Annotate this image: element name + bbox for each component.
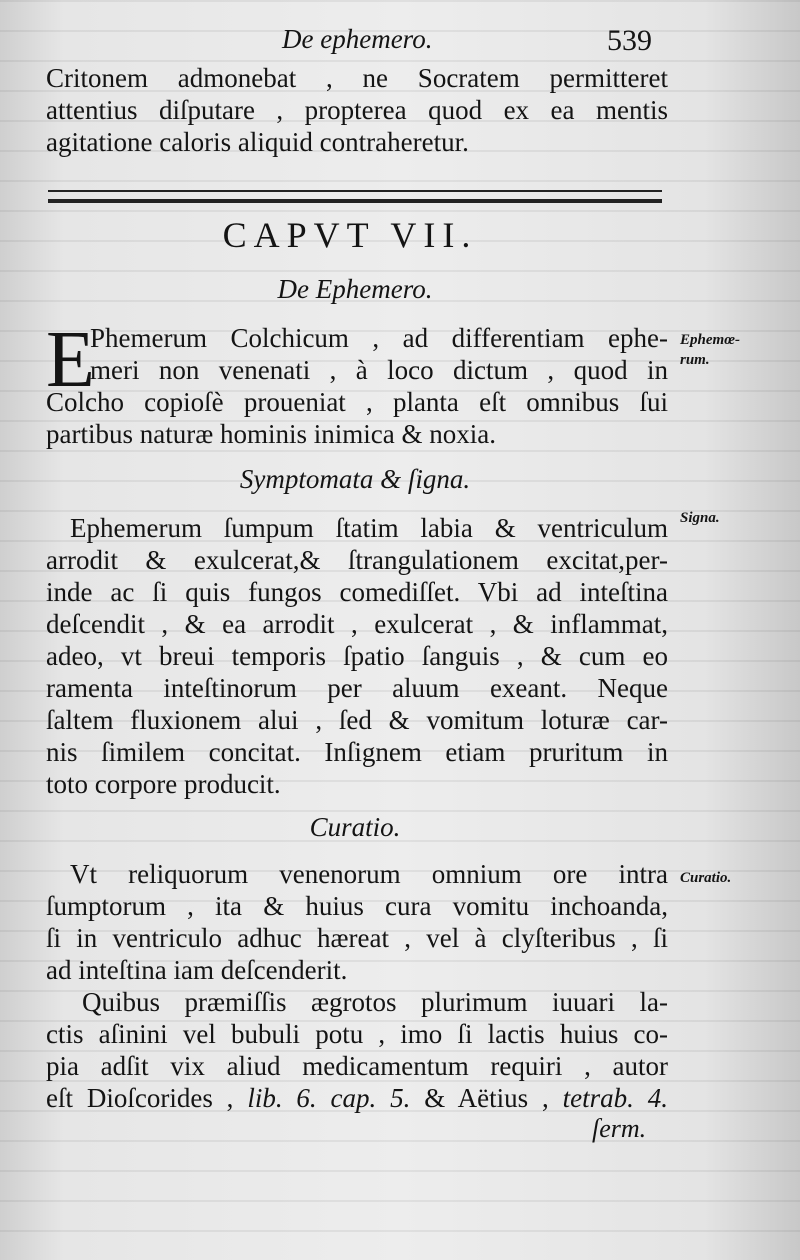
text-line: inde ac ſi quis fungos comediſſet. Vbi ad inteſtina — [46, 577, 668, 607]
section-heading-symptoms: Symptomata & ſigna. — [239, 464, 471, 494]
chapter-title: CAPVT VII. — [222, 215, 478, 255]
text-line: ſi in ventriculo adhuc hæreat , vel à clyſteribus , ſi — [46, 923, 668, 953]
final-paragraph — [46, 986, 668, 1114]
text-line: Critonem admonebat , ne Socratem permitteret — [46, 63, 668, 93]
chapter-rule — [48, 190, 662, 203]
text-line: meri non venenati , à loco dictum , quod in — [90, 355, 668, 385]
text-line: eſt Dioſcorides , lib. 6. cap. 5. & Aëtius , tetrab. 4. — [46, 1083, 669, 1113]
text-line: ctis aſinini vel bubuli potu , imo ſi lactis huius co- — [46, 1019, 668, 1049]
continued-paragraph — [46, 62, 668, 158]
text-line: arrodit & exulcerat,& ſtrangulationem excitat,per- — [46, 545, 668, 575]
text-line: adeo, vt breui temporis ſpatio ſanguis , & cum eo — [46, 641, 668, 671]
text-line: Phemerum Colchicum , ad differentiam ephe- — [90, 323, 668, 353]
text-line: pia adſit vix aliud medicamentum requiri , autor — [46, 1051, 668, 1081]
cure-paragraph — [46, 858, 668, 986]
text-line: ad inteſtina iam deſcenderit. — [46, 955, 348, 985]
drop-capital: E — [46, 316, 95, 404]
symptoms-paragraph — [46, 512, 668, 800]
catchword: ſerm. — [592, 1114, 647, 1143]
text-line: toto corpore producit. — [46, 769, 281, 799]
text-line: ſaltem fluxionem alui , ſed & vomitum loturæ car- — [46, 705, 668, 735]
chapter-subtitle: De Ephemero. — [277, 274, 433, 304]
text-line: Colcho copioſè proueniat , planta eſt omnibus ſui — [46, 387, 668, 417]
section-heading-cure: Curatio. — [309, 812, 401, 842]
margin-note-curatio: Curatio. — [680, 870, 732, 886]
text-line: Vt reliquorum venenorum omnium ore intra — [70, 859, 668, 889]
running-header: De ephemero. — [282, 24, 433, 54]
intro-paragraph — [46, 316, 668, 450]
text-line: partibus naturæ hominis inimica & noxia. — [46, 419, 496, 449]
margin-note-ephemerum: Ephemœ- rum. — [680, 332, 740, 368]
text-line: nis ſimilem concitat. Inſignem etiam pruritum in — [46, 737, 668, 767]
text-line: Quibus præmiſſis ægrotos plurimum iuuari la- — [82, 987, 668, 1017]
text-line: agitatione caloris aliquid contraheretur. — [46, 127, 469, 157]
text-line: attentius diſputare , propterea quod ex ea mentis — [46, 95, 668, 125]
text-line: deſcendit , & ea arrodit , exulcerat , & inflammat, — [46, 609, 668, 639]
page-number: 539 — [607, 24, 652, 57]
text-line: Ephemerum ſumpum ſtatim labia & ventriculum — [70, 513, 668, 543]
margin-note-signa: Signa. — [680, 510, 720, 526]
text-line: ramenta inteſtinorum per aluum exeant. Neque — [46, 673, 668, 703]
text-line: ſumptorum , ita & huius cura vomitu inchoanda, — [46, 891, 668, 921]
